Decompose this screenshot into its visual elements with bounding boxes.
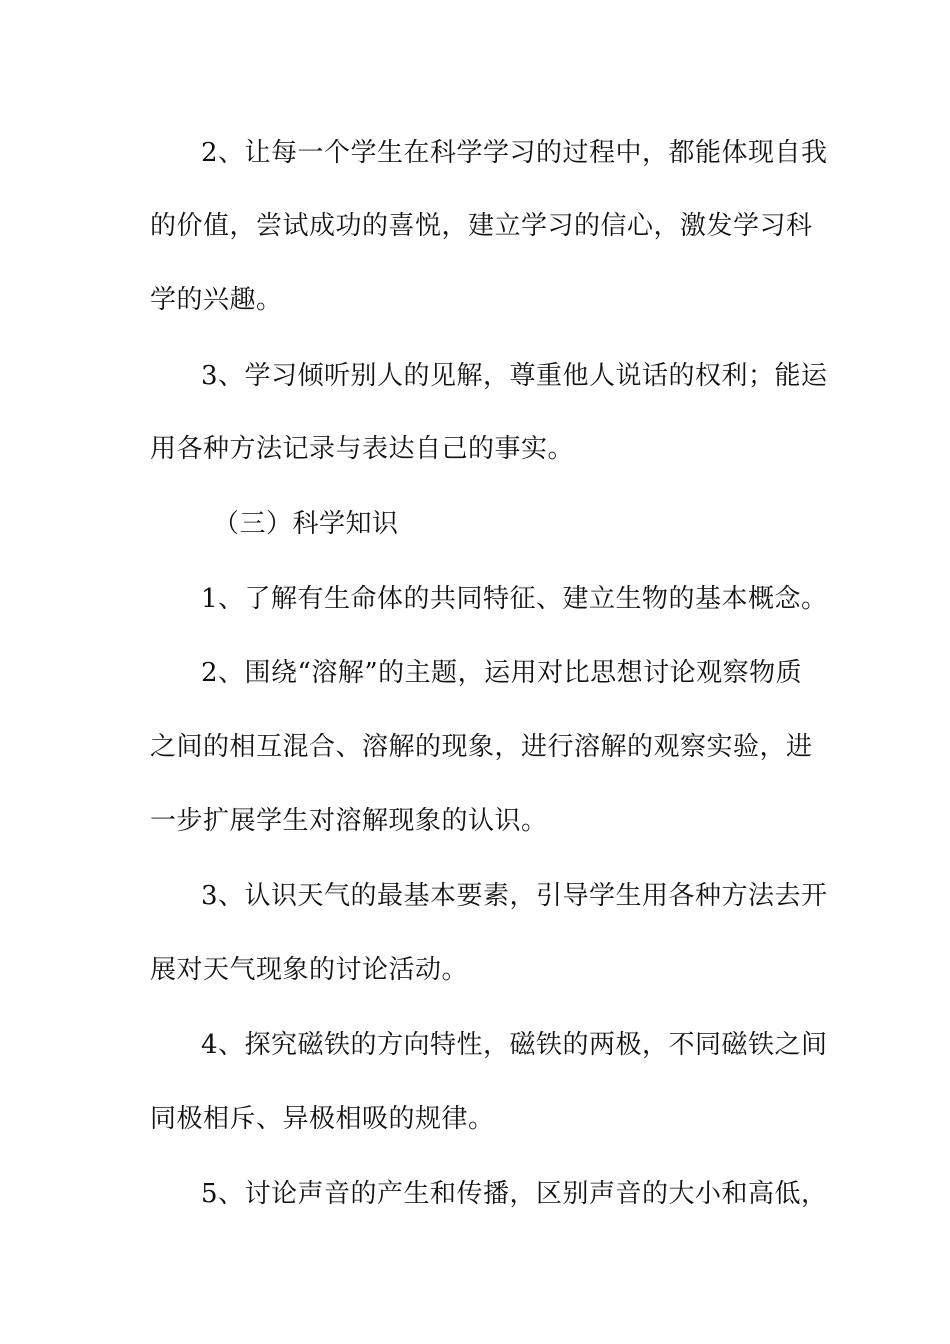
text-line: 的价值，尝试成功的喜悦，建立学习的信心，激发学习科 (150, 211, 813, 241)
text-line: 一步扩展学生对溶解现象的认识。 (150, 806, 548, 836)
text-line: 同极相斥、异极相吸的规律。 (150, 1104, 495, 1134)
text-line: 1、了解有生命体的共同特征、建立生物的基本概念。 (201, 584, 828, 614)
text-line: 5、讨论声音的产生和传播，区别声音的大小和高低， (201, 1179, 828, 1209)
text-line: 3、认识天气的最基本要素，引导学生用各种方法去开 (201, 881, 828, 911)
text-line: 展对天气现象的讨论活动。 (150, 955, 469, 985)
section-heading: （三）科学知识 (213, 509, 399, 539)
text-line: 学的兴趣。 (150, 285, 283, 315)
text-line: 之间的相互混合、溶解的现象，进行溶解的观察实验，进 (150, 732, 813, 762)
text-line: 4、探究磁铁的方向特性，磁铁的两极，不同磁铁之间 (201, 1030, 828, 1060)
text-line: 3、学习倾听别人的见解，尊重他人说话的权利；能运 (201, 361, 828, 391)
text-line: 2、围绕“溶解”的主题，运用对比思想讨论观察物质 (201, 658, 803, 688)
text-line: 用各种方法记录与表达自己的事实。 (150, 434, 575, 464)
text-line: 2、让每一个学生在科学学习的过程中，都能体现自我 (201, 138, 828, 168)
